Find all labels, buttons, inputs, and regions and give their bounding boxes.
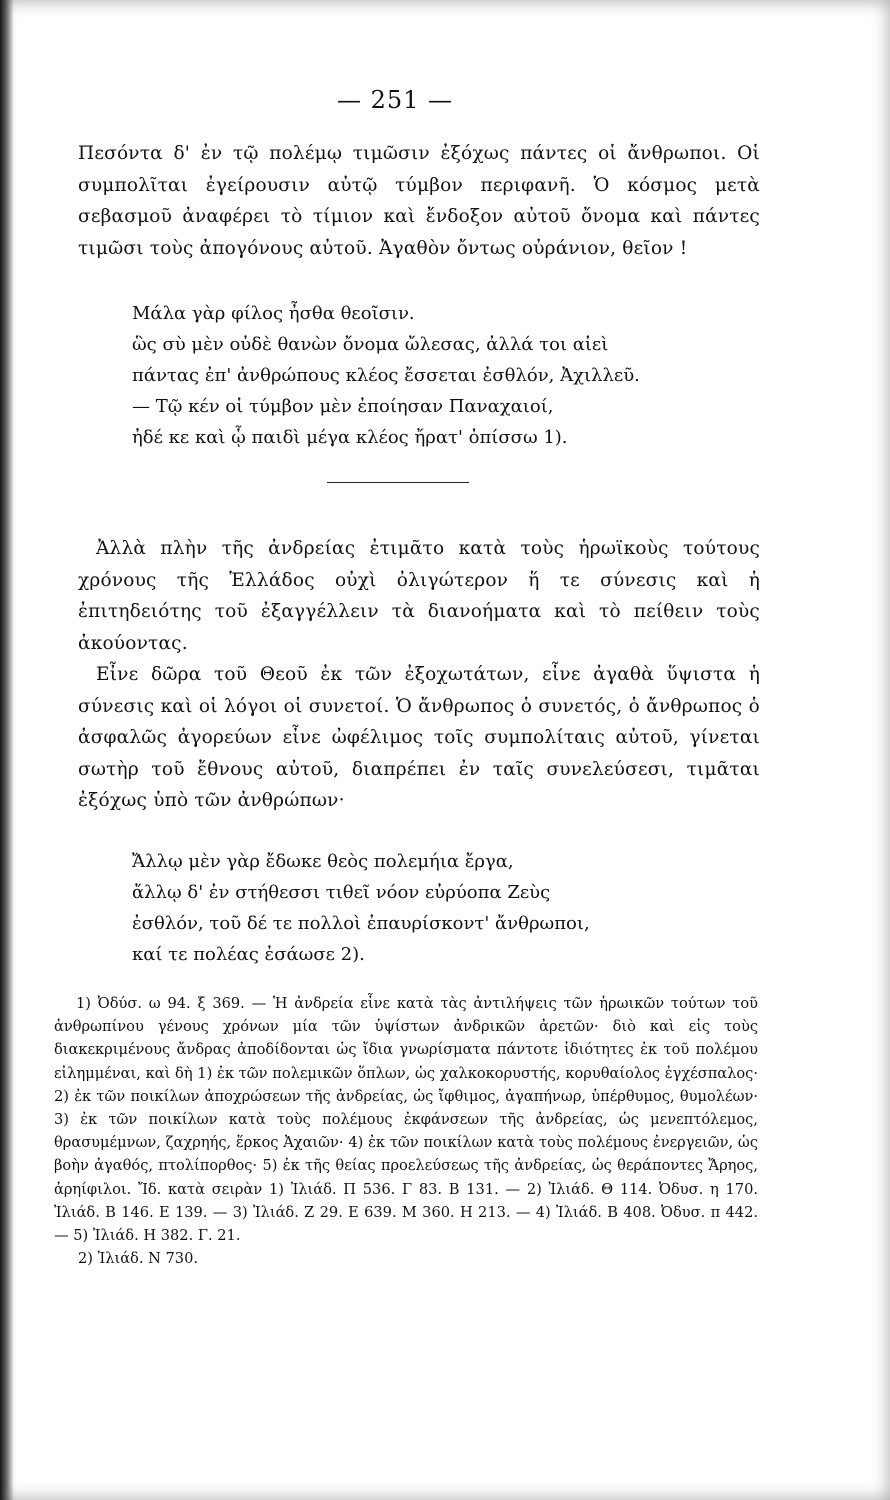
verse-line: Ἄλλῳ μὲν γὰρ ἔδωκε θεὸς πολεμήια ἔργα, — [132, 851, 514, 872]
footnote-1: 1) Ὀδύσ. ω 94. ξ 369. — Ἡ ἀνδρεία εἶνε κατὰ τὰς ἀντιλήψεις τῶν ἡρωικῶν τούτων τοῦ ἀνθρωπίνου γένους χρόνων μία τῶν ὑψίστων ἀνδρικῶν ἀρετῶν· διὸ καὶ εἰς τοὺς διακεκριμένους ἄνδρας ἀποδίδονται ὡς ἴδια γνωρίσματα πάντοτε ἰδιότητες ἐκ τοῦ πολέμου εἰλημμέναι, καὶ δὴ 1) ἐκ τῶν πολεμικῶν ὅπλων, ὡς χαλκοκορυστής, κορυθαίολος ἐγχέσπαλος· 2) ἐκ τῶν ποικίλων ἀποχρώσεων τῆς ἀνδρείας, ὡς ἴφθιμος, ἀγαπήνωρ, ὑπέρθυμος, θυμολέων· 3) ἐκ τῶν ποικίλων κατὰ τοὺς πολέμους ἐκφάνσεων τῆς ἀνδρείας, ὡς μενεπτόλεμος, θρασυμέμνων, ζαχρηής, ἕρκος Ἀχαιῶν· 4) ἐκ τῶν ποικίλων κατὰ τοὺς πολέμους ἐνεργειῶν, ὡς βοὴν ἀγαθός, πτολίπορθος· 5) ἐκ τῆς θείας προελεύσεως τῆς ἀνδρείας, ὡς θεράποντες Ἄρηος, ἀρηίφιλοι. Ἴδ. κατὰ σειρὰν 1) Ἰλιάδ. Π 536. Γ 83. Β 131. — 2) Ἰλιάδ. Θ 114. Ὀδυσ. η 170. Ἰλιάδ. Β 146. Ε 139. — 3) Ἰλιάδ. Ζ 29. Ε 639. Μ 360. Η 213. — 4) Ἰλιάδ. Β 408. Ὀδυσ. π 442. — 5) Ἰλιάδ. Η 382. Γ. 21. — [54, 995, 758, 1245]
verse-line: ἐσθλόν, τοῦ δέ τε πολλοὶ ἐπαυρίσκοντ' ἄνθρωποι, — [132, 913, 590, 934]
section2-verse — [132, 846, 752, 970]
section1-paragraph-block — [78, 138, 760, 264]
section1-paragraph: Πεσόντα δ' ἐν τῷ πολέμῳ τιμῶσιν ἐξόχως πάντες οἱ ἄνθρωποι. Οἱ συμπολῖται ἐγείρουσιν αὐτῷ τύμβον περιφανῆ. Ὁ κόσμος μετὰ σεβασμοῦ ἀναφέρει τὸ τίμιον καὶ ἔνδοξον αὐτοῦ ὄνομα καὶ πάντες τιμῶσι τοὺς ἀπογόνους αὐτοῦ. Ἀγαθὸν ὄντως οὐράνιον, θεῖον ! — [78, 143, 760, 259]
page-binding-shadow — [0, 0, 14, 1500]
verse-line: ἠδέ κε καὶ ᾧ παιδὶ μέγα κλέος ἤρατ' ὀπίσσω 1). — [132, 427, 568, 448]
verse-line: — Τῷ κέν οἱ τύμβον μὲν ἐποίησαν Παναχαιοί, — [132, 396, 554, 417]
verse-line: πάντας ἐπ' ἀνθρώπους κλέος ἔσσεται ἐσθλόν, Ἀχιλλεῦ. — [132, 365, 640, 386]
footnote-2: 2) Ἰλιάδ. Ν 730. — [78, 1250, 199, 1268]
section1-verse — [132, 298, 752, 453]
section2-paragraph-1: Ἀλλὰ πλὴν τῆς ἀνδρείας ἐτιμᾶτο κατὰ τοὺς ἡρωϊκοὺς τούτους χρόνους τῆς Ἑλλάδος οὐχὶ ὀλιγώτερον ἥ τε σύνεσις καὶ ἡ ἐπιτηδειότης τοῦ ἐξαγγέλλειν τὰ διανοήματα καὶ τὸ πείθειν τοὺς ἀκούοντας. — [78, 538, 760, 654]
section2-paragraph-2: Εἶνε δῶρα τοῦ Θεοῦ ἐκ τῶν ἐξοχωτάτων, εἶνε ἀγαθὰ ὕψιστα ἡ σύνεσις καὶ οἱ λόγοι οἱ συνετοί. Ὁ ἄνθρωπος ὁ συνετός, ὁ ἄνθρωπος ὁ ἀσφαλῶς ἀγορεύων εἶνε ὠφέλιμος τοῖς συμπολίταις αὐτοῦ, γίνεται σωτὴρ τοῦ ἔθνους αὐτοῦ, διαπρέπει ἐν ταῖς συνελεύσεσι, τιμᾶται ἐξόχως ὑπὸ τῶν ἀνθρώπων· — [78, 664, 760, 811]
section2-paragraph-block — [78, 533, 760, 817]
verse-line: καί τε πολέας ἐσάωσε 2). — [132, 944, 365, 965]
verse-line: ἄλλῳ δ' ἐν στήθεσσι τιθεῖ νόον εὐρύοπα Ζεὺς — [132, 882, 551, 903]
page-number: — 251 — — [336, 86, 454, 114]
section-divider — [327, 482, 469, 483]
footnotes — [54, 992, 758, 1270]
verse-line: ὣς σὺ μὲν οὐδὲ θανὼν ὄνομα ὤλεσας, ἀλλά τοι αἰεὶ — [132, 334, 609, 355]
verse-line: Μάλα γὰρ φίλος ἦσθα θεοῖσιν. — [132, 303, 415, 324]
